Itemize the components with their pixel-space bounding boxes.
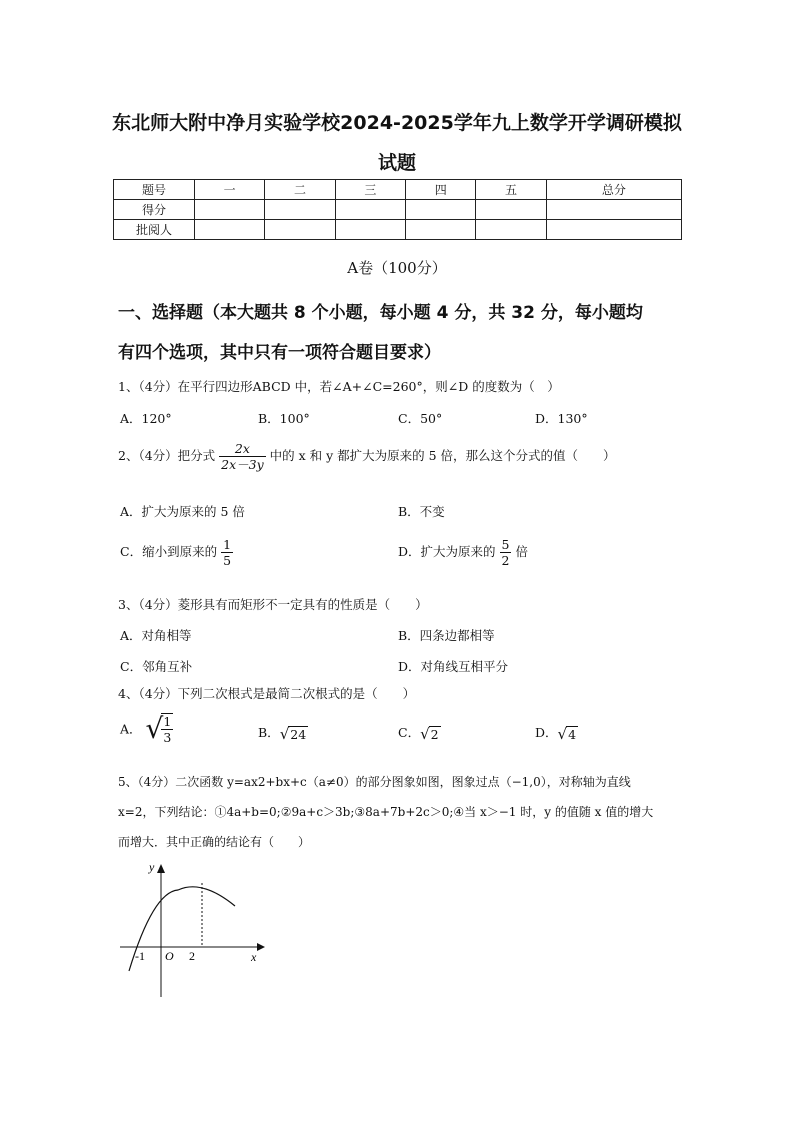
- score-table-cell: [406, 200, 476, 220]
- parabola-graph: [115, 855, 275, 1005]
- question-4-option-a-fraction: [161, 713, 173, 745]
- question-2-option-a: A．扩大为原来的 5 倍: [120, 504, 245, 519]
- question-1-option-c: C．50°: [398, 411, 443, 426]
- question-3-stem: 3、（4分）菱形具有而矩形不一定具有的性质是（ ）: [118, 597, 428, 612]
- question-4-stem: 4、（4分）下列二次根式是最简二次根式的是（ ）: [118, 686, 416, 701]
- fraction-denominator: 5: [223, 553, 232, 568]
- question-2-option-b: B．不变: [398, 504, 445, 519]
- fraction-numerator: 1: [223, 537, 232, 552]
- question-1-option-b: B．100°: [258, 411, 310, 426]
- x-axis-arrow: [257, 943, 265, 951]
- score-table-header-cell: 三: [335, 180, 405, 200]
- tick-label-2: 2: [189, 949, 195, 963]
- score-table-cell: [476, 200, 546, 220]
- fraction-denominator: 2: [501, 553, 510, 568]
- question-2-option-d-suffix: 倍: [515, 544, 528, 559]
- score-table-cell: [265, 220, 335, 240]
- score-table-header-cell: 二: [265, 180, 335, 200]
- sqrt-symbol: [420, 725, 441, 743]
- question-4-option-c: [398, 723, 441, 743]
- question-3-option-b: B．四条边都相等: [398, 628, 495, 643]
- question-2-suffix: 中的 x 和 y 都扩大为原来的 5 倍，那么这个分式的值（ ）: [269, 448, 616, 463]
- score-table-cell: [265, 200, 335, 220]
- document-title-line1: 东北师大附中净月实验学校2024-2025学年九上数学开学调研模拟: [112, 112, 682, 134]
- question-2-option-d: [398, 537, 528, 568]
- question-2-fraction: [219, 441, 266, 472]
- section-heading-line2: 有四个选项，其中只有一项符合题目要求）: [118, 343, 441, 363]
- sqrt-symbol: [146, 712, 174, 745]
- radical-sign: √: [420, 724, 430, 743]
- section-heading-line1: 一、选择题（本大题共 8 个小题，每小题 4 分，共 32 分，每小题均: [118, 303, 643, 323]
- sqrt-symbol: [558, 725, 579, 743]
- option-label: B．: [258, 725, 280, 740]
- radical-sign: √: [279, 724, 290, 743]
- score-table-cell: [195, 220, 265, 240]
- question-3-option-d: D．对角线互相平分: [398, 659, 509, 674]
- question-4-option-b: [258, 723, 308, 743]
- question-2-option-c: [120, 537, 233, 568]
- option-label: C．: [398, 725, 421, 740]
- radicand: 2: [430, 726, 439, 742]
- score-table-score-row: [114, 200, 682, 220]
- question-1-option-d: D．130°: [535, 411, 588, 426]
- radicand: 24: [290, 726, 307, 742]
- tick-label-neg1: -1: [135, 949, 145, 963]
- question-2-option-d-fraction: [500, 537, 512, 568]
- radicand: 4: [568, 726, 577, 742]
- origin-label: O: [165, 949, 174, 963]
- option-label: A．: [120, 721, 142, 737]
- y-axis-arrow: [157, 864, 165, 873]
- volume-heading: A卷（100分）: [347, 259, 447, 277]
- score-table-cell: [406, 220, 476, 240]
- score-table: [113, 179, 682, 240]
- question-5-line3: 而增大．其中正确的结论有（ ）: [118, 835, 311, 849]
- question-5-line1: 5、（4分）二次函数 y=ax2+bx+c（a≠0）的部分图象如图，图象过点（−1,0），对称轴为直线: [118, 775, 631, 789]
- question-5-line2: x=2，下列结论：①4a+b=0;②9a+c＞3b;③8a+7b+2c＞0;④当 x＞−1 时，y 的值随 x 值的增大: [118, 805, 654, 819]
- question-4-option-a: [120, 712, 173, 745]
- score-table-cell: [335, 200, 405, 220]
- score-table-grader-row: [114, 220, 682, 240]
- question-2-option-d-text: D．扩大为原来的: [398, 544, 496, 559]
- fraction-numerator: 5: [501, 537, 510, 552]
- score-table-cell: [195, 200, 265, 220]
- score-table-cell: [546, 220, 681, 240]
- score-table-cell: [476, 220, 546, 240]
- question-4-option-d: [535, 723, 578, 743]
- score-table-row-label: 得分: [114, 200, 195, 220]
- fraction-numerator: 1: [163, 713, 172, 729]
- question-2-fraction-numerator: 2x: [219, 441, 266, 457]
- question-2-option-c-text: C．缩小到原来的: [120, 544, 218, 559]
- option-label: D．: [535, 725, 558, 740]
- radical-sign: √: [557, 724, 568, 743]
- question-2-option-c-fraction: [221, 537, 233, 568]
- question-1-stem: 1、（4分）在平行四边形ABCD 中，若∠A+∠C=260°，则∠D 的度数为（ ）: [118, 379, 560, 394]
- score-table-cell: [335, 220, 405, 240]
- document-title-line2: 试题: [377, 152, 416, 174]
- score-table-header-cell: 四: [406, 180, 476, 200]
- radical-sign: √: [145, 712, 164, 745]
- sqrt-symbol: [280, 725, 308, 743]
- score-table-header-cell: 一: [195, 180, 265, 200]
- question-1-option-a: A．120°: [120, 411, 172, 426]
- question-2-prefix: 2、（4分）把分式: [118, 448, 216, 463]
- question-3-option-c: C．邻角互补: [120, 659, 193, 674]
- fraction-denominator: 3: [163, 729, 172, 745]
- score-table-header-cell: 总分: [546, 180, 681, 200]
- score-table-header-cell: 题号: [114, 180, 195, 200]
- x-axis-label: x: [251, 950, 257, 964]
- score-table-header-cell: 五: [476, 180, 546, 200]
- question-2-stem: [118, 441, 616, 472]
- y-axis-label: y: [149, 860, 155, 874]
- score-table-cell: [546, 200, 681, 220]
- score-table-row-label: 批阅人: [114, 220, 195, 240]
- question-2-fraction-denominator: 2x－3y: [221, 457, 264, 472]
- question-3-option-a: A．对角相等: [120, 628, 192, 643]
- score-table-header-row: [114, 180, 682, 200]
